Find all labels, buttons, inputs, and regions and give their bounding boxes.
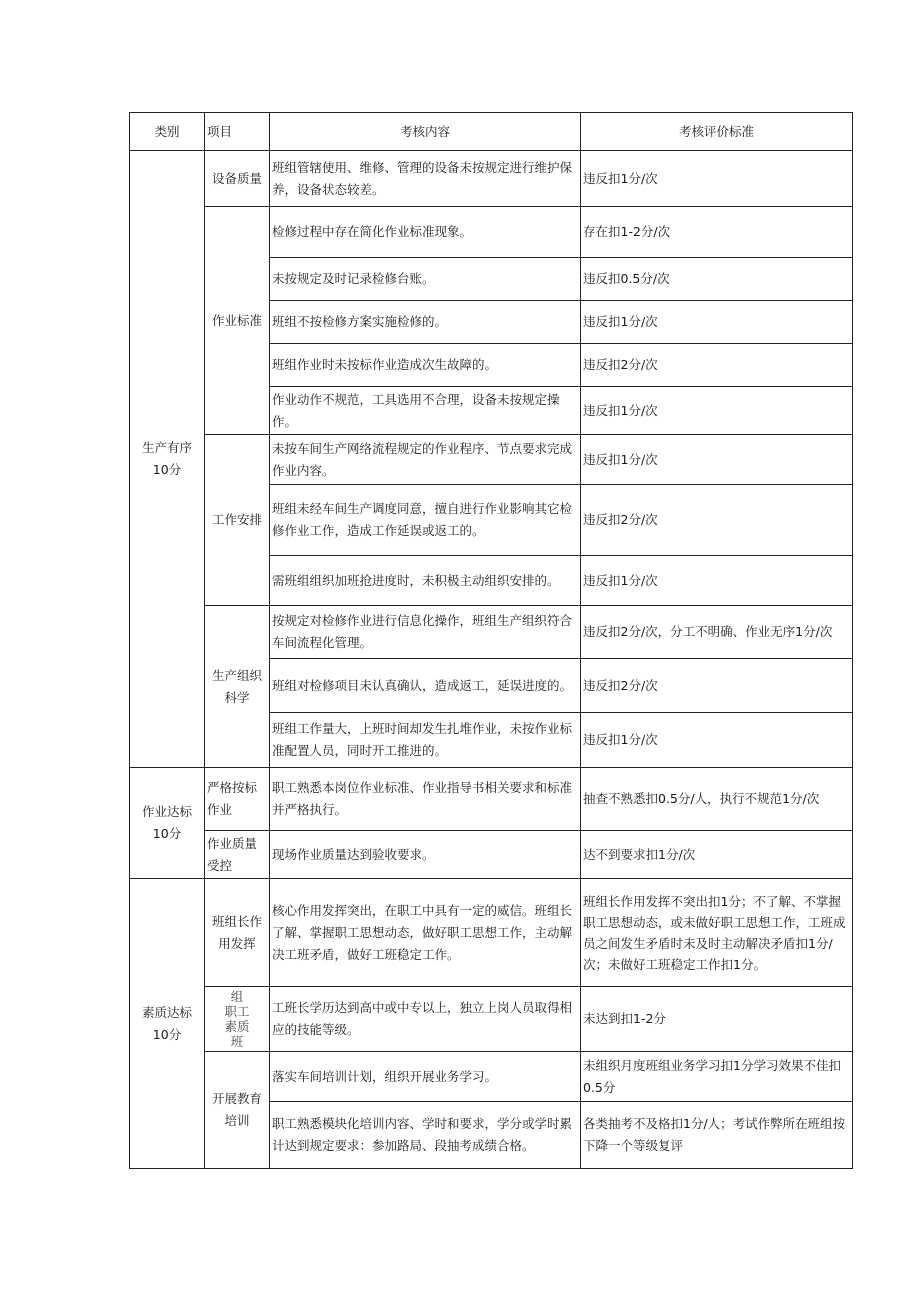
category-cell: 素质达标 10分 (130, 879, 205, 1169)
criteria-cell: 违反扣1分/次 (581, 301, 853, 344)
content-cell: 班组工作量大，上班时间却发生扎堆作业，未按作业标准配置人员，同时开工推进的。 (270, 713, 581, 768)
content-cell: 职工熟悉本岗位作业标准、作业指导书相关要求和标准并严格执行。 (270, 768, 581, 831)
content-cell: 落实车间培训计划，组织开展业务学习。 (270, 1052, 581, 1102)
header-content: 考核内容 (270, 113, 581, 151)
criteria-cell: 违反扣1分/次 (581, 151, 853, 207)
header-category: 类别 (130, 113, 205, 151)
table-row (130, 831, 853, 879)
content-cell: 按规定对检修作业进行信息化操作，班组生产组织符合车间流程化管理。 (270, 606, 581, 659)
content-cell: 班组管辖使用、维修、管理的设备未按规定进行维护保养，设备状态较差。 (270, 151, 581, 207)
table-row (130, 207, 853, 258)
item-cell: 开展教育培训 (205, 1052, 270, 1169)
criteria-cell: 违反扣2分/次，分工不明确、作业无序1分/次 (581, 606, 853, 659)
criteria-cell: 存在扣1-2分/次 (581, 207, 853, 258)
item-cell: 工作安排 (205, 435, 270, 606)
content-cell: 职工熟悉模块化培训内容、学时和要求，学分或学时累计达到规定要求：参加路局、段抽考成绩合格。 (270, 1102, 581, 1169)
item-cell: 作业标准 (205, 207, 270, 435)
header-criteria: 考核评价标准 (581, 113, 853, 151)
table-header-row (130, 113, 853, 151)
table-row (130, 606, 853, 659)
table-row (130, 1052, 853, 1102)
content-cell: 需班组组织加班抢进度时，未积极主动组织安排的。 (270, 556, 581, 606)
criteria-cell: 违反扣1分/次 (581, 713, 853, 768)
content-cell: 现场作业质量达到验收要求。 (270, 831, 581, 879)
item-cell: 组 职工 素质 班 (205, 987, 270, 1052)
item-cell: 设备质量 (205, 151, 270, 207)
category-cell: 生产有序 10分 (130, 151, 205, 768)
content-cell: 未按车间生产网络流程规定的作业程序、节点要求完成作业内容。 (270, 435, 581, 485)
item-cell: 班组长作用发挥 (205, 879, 270, 987)
content-cell: 班组对检修项目未认真确认，造成返工，延误进度的。 (270, 659, 581, 713)
item-cell: 严格按标作业 (205, 768, 270, 831)
table-row (130, 435, 853, 485)
content-cell: 检修过程中存在简化作业标准现象。 (270, 207, 581, 258)
criteria-cell: 抽查不熟悉扣0.5分/人，执行不规范1分/次 (581, 768, 853, 831)
criteria-cell: 达不到要求扣1分/次 (581, 831, 853, 879)
table-row (130, 768, 853, 831)
content-cell: 工班长学历达到高中或中专以上，独立上岗人员取得相应的技能等级。 (270, 987, 581, 1052)
criteria-cell: 违反扣2分/次 (581, 485, 853, 556)
criteria-cell: 各类抽考不及格扣1分/人；考试作弊所在班组按下降一个等级复评 (581, 1102, 853, 1169)
item-cell: 作业质量受控 (205, 831, 270, 879)
criteria-cell: 违反扣0.5分/次 (581, 258, 853, 301)
table-row (130, 151, 853, 207)
criteria-cell: 违反扣1分/次 (581, 556, 853, 606)
content-cell: 未按规定及时记录检修台账。 (270, 258, 581, 301)
table-row (130, 879, 853, 987)
criteria-cell: 违反扣1分/次 (581, 435, 853, 485)
content-cell: 班组不按检修方案实施检修的。 (270, 301, 581, 344)
content-cell: 核心作用发挥突出，在职工中具有一定的威信。班组长了解、掌握职工思想动态，做好职工思想工作，主动解决工班矛盾，做好工班稳定工作。 (270, 879, 581, 987)
criteria-cell: 违反扣1分/次 (581, 387, 853, 435)
criteria-cell: 未组织月度班组业务学习扣1分学习效果不佳扣0.5分 (581, 1052, 853, 1102)
category-cell: 作业达标 10分 (130, 768, 205, 879)
table-row (130, 987, 853, 1052)
content-cell: 班组未经车间生产调度同意，擅自进行作业影响其它检修作业工作，造成工作延误或返工的。 (270, 485, 581, 556)
item-cell: 生产组织科学 (205, 606, 270, 768)
criteria-cell: 班组长作用发挥不突出扣1分；不了解、不掌握职工思想动态，或未做好职工思想工作，工班成员之间发生矛盾时未及时主动解决矛盾扣1分/次；未做好工班稳定工作扣1分。 (581, 879, 853, 987)
content-cell: 班组作业时未按标作业造成次生故障的。 (270, 344, 581, 387)
assessment-table (129, 112, 853, 1169)
criteria-cell: 违反扣2分/次 (581, 344, 853, 387)
header-item: 项目 (205, 113, 270, 151)
criteria-cell: 违反扣2分/次 (581, 659, 853, 713)
content-cell: 作业动作不规范，工具选用不合理，设备未按规定操作。 (270, 387, 581, 435)
criteria-cell: 未达到扣1-2分 (581, 987, 853, 1052)
